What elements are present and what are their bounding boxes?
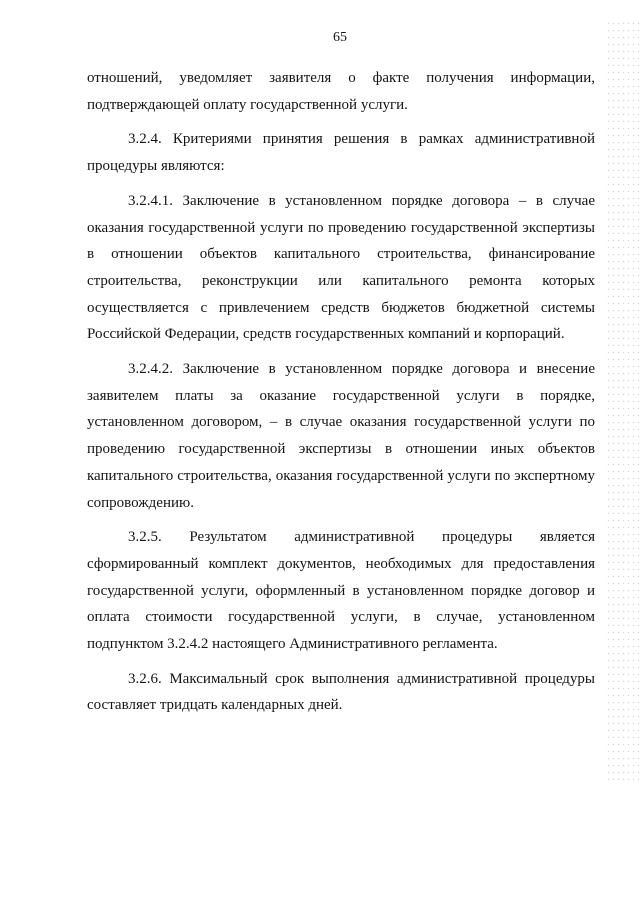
page-number: 65 — [333, 30, 347, 45]
document-body — [87, 65, 595, 719]
paragraph-3-2-4: 3.2.4. Критериями принятия решения в рамках административной процедуры являются: — [87, 131, 595, 175]
paragraph-3-2-4-2: 3.2.4.2. Заключение в установленном порядке договора и внесение заявителем платы за оказание государственной услуги в порядке, установленном договором, – в случае оказания государственной услуги по проведению государственной экспертизы в отношении иных объектов капитального строительства, оказания государственной услуги по экспертному сопровождению. — [87, 361, 595, 511]
paragraph-3-2-4-1: 3.2.4.1. Заключение в установленном порядке договора – в случае оказания государственной услуги по проведению государственной экспертизы в отношении объектов капитального строительства, финансирование строительства, реконструкции или капитального ремонта которых осуществляется с привлечением средств бюджетов бюджетной системы Российской Федерации, средств государственных компаний и корпораций. — [87, 192, 595, 343]
paragraph-3-2-6: 3.2.6. Максимальный срок выполнения административной процедуры составляет тридцать календарных дней. — [87, 670, 595, 714]
scan-noise-edge — [606, 20, 640, 780]
paragraph-continuation: отношений, уведомляет заявителя о факте получения информации, подтверждающей оплату государственной услуги. — [87, 70, 595, 113]
paragraph-3-2-5: 3.2.5. Результатом административной процедуры является сформированный комплект документов, необходимых для предоставления государственной услуги, оформленный в установленном порядке договор и оплата стоимости государственной услуги, в случае, установленном подпунктом 3.2.4.2 настоящего Административного регламента. — [87, 529, 595, 653]
